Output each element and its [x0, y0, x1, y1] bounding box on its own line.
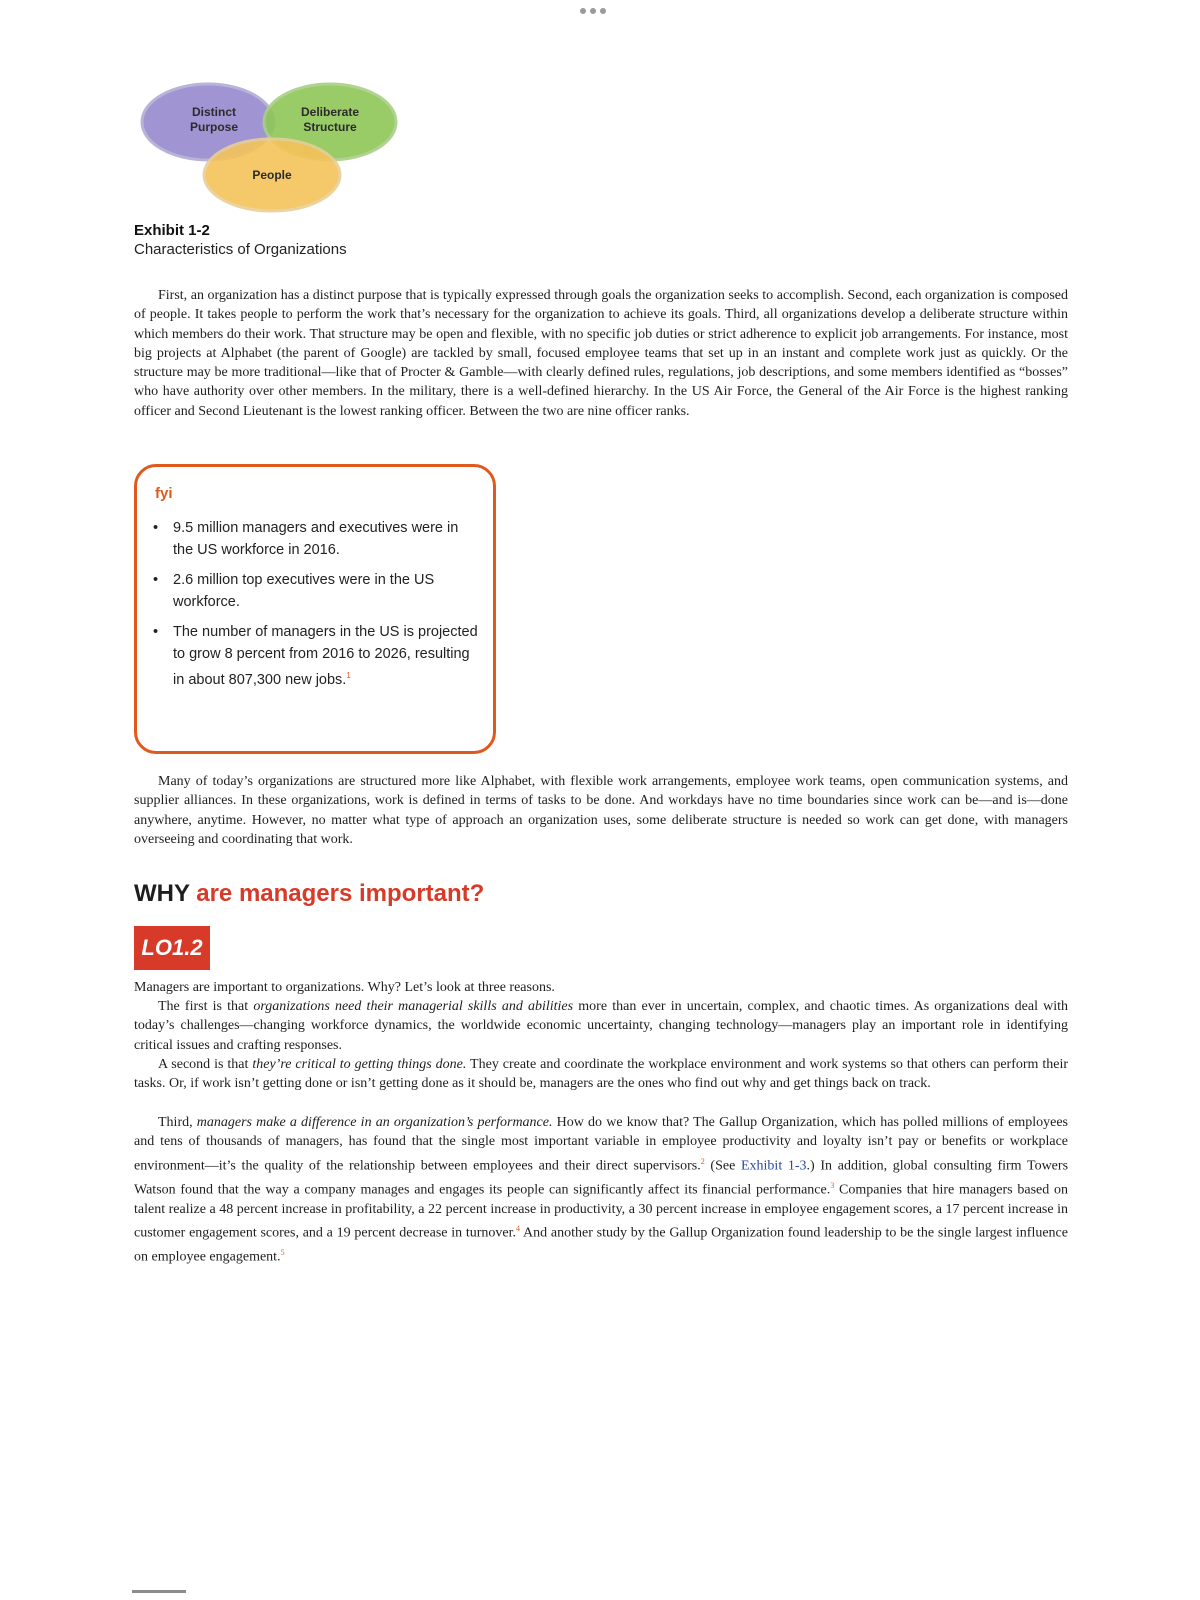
section-heading: WHY are managers important?: [134, 880, 485, 907]
reason-first: The first is that organizations need their managerial skills and abilities more than ever in uncertain, complex, and chaotic times. As organizations deal with today’s challenges—changing workforce dynamics, the worldwide economic uncertainty, changing technology—managers play an important role in identifying critical issues and crafting responses.: [134, 999, 1069, 1053]
reason-second: A second is that they’re critical to getting things done. They create and coordinate the workplace environment and work systems so that others can perform their tasks. Or, if work isn’t getting done or isn’t getting done as it should be, managers are the ones who find out why and get things back on track.: [134, 1057, 1069, 1092]
dot: [590, 8, 596, 14]
fyi-list: [151, 517, 481, 699]
home-indicator[interactable]: [132, 1590, 186, 1593]
learning-objective-badge: LO1.2: [134, 926, 210, 970]
fyi-item: • 9.5 million managers and executives were in the US workforce in 2016.: [153, 520, 459, 558]
venn-label-people: People: [252, 168, 292, 182]
intro-paragraph: First, an organization has a distinct purpose that is typically expressed through goals the organization seeks to accomplish. Second, each organization is composed of people. It takes people to perform the work that’s necessary for the organization to achieve its goals. Third, all organizations develop a deliberate structure within which members do their work. That structure may be open and flexible, with no specific job duties or strict adherence to explicit job arrangements. For instance, most big projects at Alphabet (the parent of Google) are tackled by small, focused employee teams that set up in an instant and complete work just as quickly. Or the structure may be more traditional—like that of Procter & Gamble—with clearly defined rules, regulations, job descriptions, and some members identified as “bosses” who have authority over other members. In the military, there is a well-defined hierarchy. In the US Air Force, the General of the Air Force is the highest ranking officer and Second Lieutenant is the lowest ranking officer. Between the two are nine officer ranks.: [134, 288, 1068, 419]
dot: [600, 8, 606, 14]
more-options-icon[interactable]: [580, 8, 606, 14]
exhibit-link[interactable]: Exhibit 1-3: [740, 1158, 807, 1174]
fyi-label: fyi: [155, 485, 173, 502]
venn-label-purpose: Distinct Purpose: [189, 105, 239, 134]
exhibit-caption: Characteristics of Organizations: [134, 241, 347, 258]
venn-diagram: [138, 80, 418, 220]
footnote-ref[interactable]: 3: [830, 1180, 835, 1190]
organizations-paragraph: Many of today’s organizations are structured more like Alphabet, with flexible work arrangements, employee work teams, open communication systems, and supplier alliances. In these organizations, work is defined in terms of tasks to be done. And workdays have no time boundaries since work can be—and is—done anywhere, anytime. However, no matter what type of approach an organization uses, some deliberate structure is needed so work can get done, with managers overseeing and coordinating that work.: [134, 774, 1068, 847]
fyi-item: • 2.6 million top executives were in the US workforce.: [153, 572, 435, 610]
footnote-ref[interactable]: 2: [700, 1156, 705, 1166]
fyi-box: [134, 464, 496, 754]
footnote-ref[interactable]: 5: [280, 1247, 285, 1257]
footnote-ref[interactable]: 1: [346, 671, 351, 680]
reasons-intro: Managers are important to organizations. Why? Let’s look at three reasons.: [134, 980, 555, 995]
fyi-item: • The number of managers in the US is projected to grow 8 percent from 2016 to 2026, resulting in about 807,300 new jobs.$^1$: [153, 624, 478, 688]
dot: [580, 8, 586, 14]
exhibit-title: Exhibit 1-2: [134, 222, 210, 239]
reason-third: Third, managers make a difference in an organization’s performance. How do we know that? The Gallup Organization, which has polled millions of employees and tens of thousands of managers, has found that the single most important variable in employee productivity and loyalty isn’t pay or benefits or workplace environment—it’s the quality of the relationship between employees and their direct supervisors.$^2$ (See Exhibit 1-3.) In addition, global consulting firm Towers Watson found that the way a company manages and engages its people can significantly affect its financial performance.$^3$ Companies that hire managers based on talent realize a 48 percent increase in profitability, a 22 percent increase in productivity, a 30 percent increase in employee engagement scores, a 17 percent increase in customer engagement scores, and a 19 percent decrease in turnover.$^4$ And another study by the Gallup Organization found leadership to be the single largest influence on employee engagement.$^5$: [134, 1115, 1069, 1265]
venn-label-structure: Deliberate Structure: [300, 105, 360, 134]
footnote-ref[interactable]: 4: [516, 1223, 521, 1233]
